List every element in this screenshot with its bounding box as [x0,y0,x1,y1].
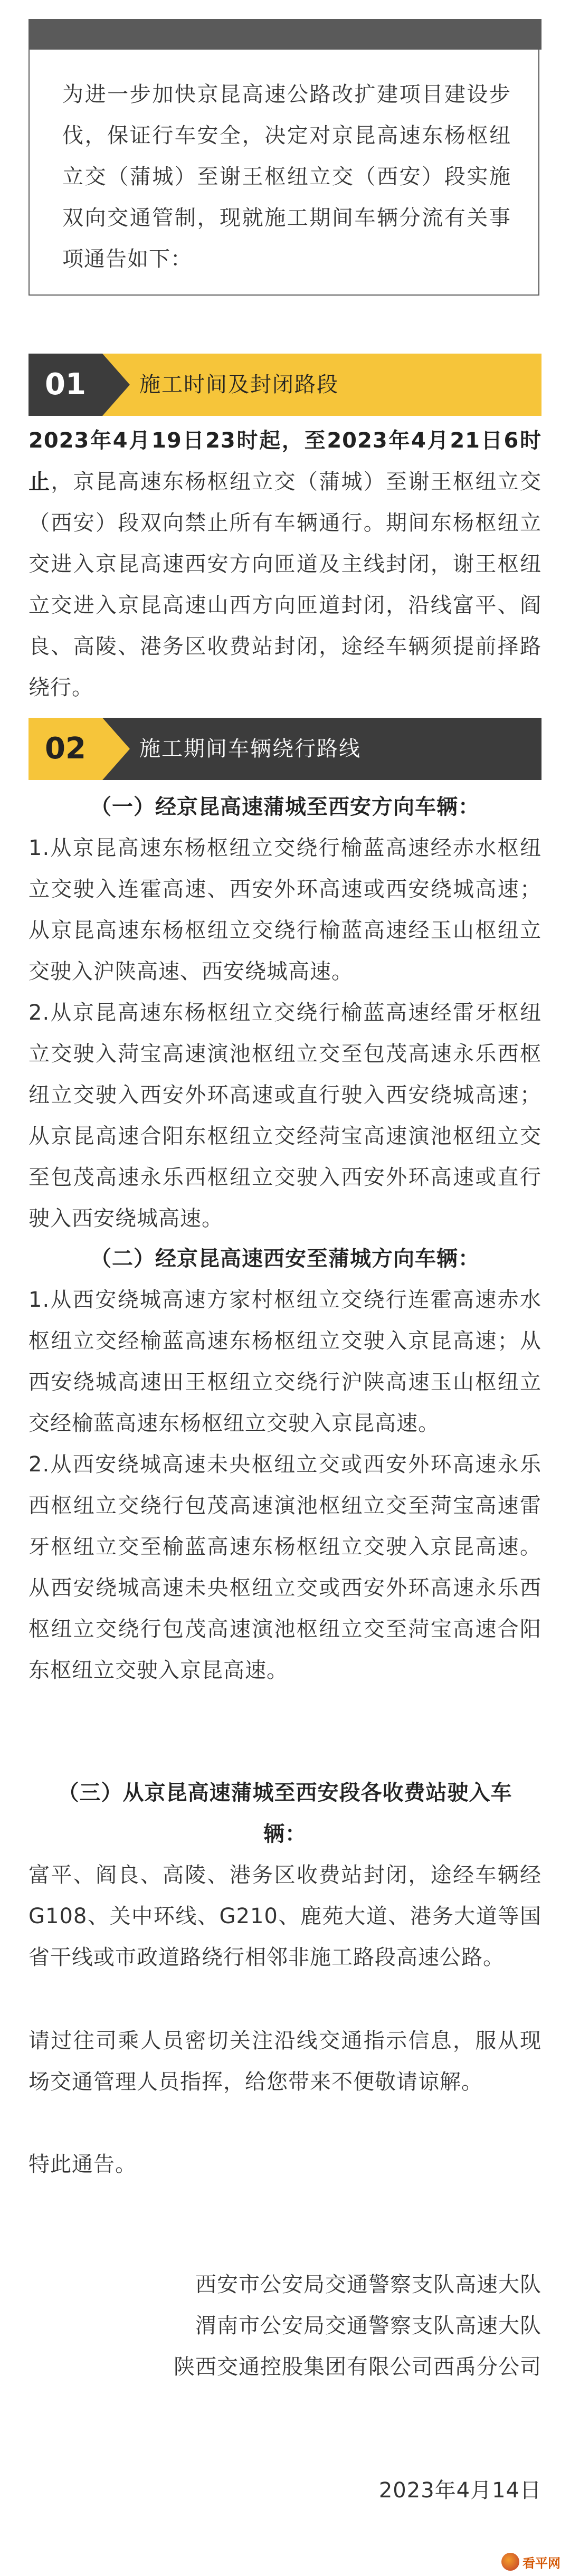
signature-3: 陕西交通控股集团有限公司西禹分公司 [174,2355,542,2379]
section-number: 01 [28,354,102,416]
sub3-paragraph: 富平、阎良、高陵、港务区收费站封闭，途经车辆经G108、关中环线、G210、鹿苑大道、港务大道等国省干线或市政道路绕行相邻非施工路段高速公路。 [28,1863,542,1970]
signature-1: 西安市公安局交通警察支队高速大队 [195,2273,542,2297]
time-range: 2023年4月19日23时起，至2023年4月21日6时止 [28,429,542,494]
intro-text: 为进一步加快京昆高速公路改扩建项目建设步伐，保证行车安全，决定对京昆高速东杨枢纽立交（蒲城）至谢王枢纽立交（西安）段实施双向交通管制，现就施工期间车辆分流有关事项通告如下： [62,82,511,271]
sub3-heading-line2: 辆： [263,1822,307,1846]
section-number: 02 [28,718,102,780]
notice-date: 2023年4月14日 [378,2478,542,2503]
arrow-right-icon [102,354,130,416]
arrow-right-icon [102,718,130,780]
section-title: 施工时间及封闭路段 [139,373,339,397]
closing-text: 特此通告。 [28,2152,137,2176]
sub1-paragraph-1: 1.从京昆高速东杨枢纽立交绕行榆蓝高速经赤水枢纽立交驶入连霍高速、西安外环高速或西安绕城高速；从京昆高速东杨枢纽立交绕行榆蓝高速经玉山枢纽立交驶入沪陕高速、西安绕城高速。 [28,836,542,984]
watermark-logo-icon [501,2553,519,2571]
sub1-paragraph-2: 2.从京昆高速东杨枢纽立交绕行榆蓝高速经雷牙枢纽立交驶入菏宝高速演池枢纽立交至包茂高速永乐西枢纽立交驶入西安外环高速或直行驶入西安绕城高速；从京昆高速合阳东枢纽立交经菏宝高速演池枢纽立交至包茂高速永乐西枢纽立交驶入西安外环高速或直行驶入西安绕城高速。 [28,1001,542,1231]
sub3-heading [28,1772,542,1855]
closure-details: ，京昆高速东杨枢纽立交（蒲城）至谢王枢纽立交（西安）段双向禁止所有车辆通行。期间东杨枢纽立交进入京昆高速西安方向匝道及主线封闭，谢王枢纽立交进入京昆高速山西方向匝道封闭，沿线富平、阎良、高陵、港务区收费站封闭，途经车辆须提前择路绕行。 [28,470,542,700]
sub2-heading: （二）经京昆高速西安至蒲城方向车辆： [90,1247,480,1271]
notice-paragraph: 请过往司乘人员密切关注沿线交通指示信息，服从现场交通管理人员指挥，给您带来不便敬请谅解。 [28,2029,542,2094]
section1-paragraph [28,420,542,708]
sub2-paragraph-2: 2.从西安绕城高速未央枢纽立交或西安外环高速永乐西枢纽立交绕行包茂高速演池枢纽立交至菏宝高速雷牙枢纽立交至榆蓝高速东杨枢纽立交驶入京昆高速。从西安绕城高速未央枢纽立交或西安外环高速永乐西枢纽立交绕行包茂高速演池枢纽立交至菏宝高速合阳东枢纽立交驶入京昆高速。 [28,1452,542,1683]
section-title: 施工期间车辆绕行路线 [139,737,361,761]
sub2-paragraph-1: 1.从西安绕城高速方家村枢纽立交绕行连霍高速赤水枢纽立交经榆蓝高速东杨枢纽立交驶入京昆高速；从西安绕城高速田王枢纽立交绕行沪陕高速玉山枢纽立交经榆蓝高速东杨枢纽立交驶入京昆高速。 [28,1288,542,1436]
signature-2: 渭南市公安局交通警察支队高速大队 [195,2314,542,2338]
section-header-01 [28,354,542,416]
watermark-text: 看平网 [522,2555,560,2571]
section-header-02 [28,718,542,780]
watermark [501,2551,565,2572]
sub3-heading-line1: （三）从京昆高速蒲城至西安段各收费站驶入车 [58,1781,512,1805]
sub1-heading: （一）经京昆高速蒲城至西安方向车辆： [90,795,480,819]
top-band [28,19,542,50]
